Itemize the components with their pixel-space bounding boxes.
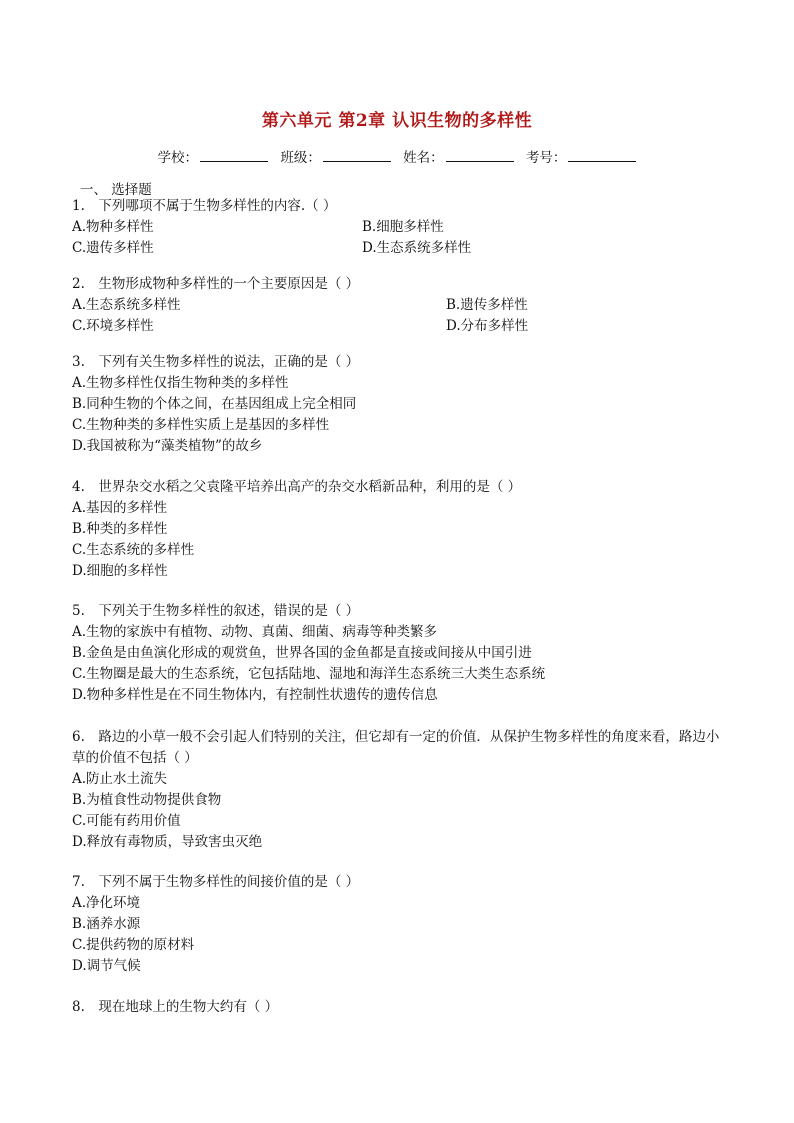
option-a[interactable]: A.生态系统多样性 <box>72 297 181 313</box>
question-stem: 1. 下列哪项不属于生物多样性的内容.（ ） <box>72 198 337 214</box>
option-b[interactable]: B.同种生物的个体之间，在基因组成上完全相同 <box>72 396 357 412</box>
option-b[interactable]: B.细胞多样性 <box>362 219 444 235</box>
name-blank[interactable] <box>446 149 514 162</box>
class-blank[interactable] <box>323 149 391 162</box>
page-title: 第六单元 第2章 认识生物的多样性 <box>261 111 533 131</box>
question-6 <box>72 727 732 853</box>
question-stem: 4. 世界杂交水稻之父袁隆平培养出高产的杂交水稻新品种，利用的是（ ） <box>72 479 522 495</box>
option-b[interactable]: B.涵养水源 <box>72 916 141 932</box>
option-a[interactable]: A.生物多样性仅指生物种类的多样性 <box>72 375 289 391</box>
option-c[interactable]: C.生物圈是最大的生态系统，它包括陆地、湿地和海洋生态系统三大类生态系统 <box>72 666 546 682</box>
question-2 <box>72 274 732 337</box>
question-stem: 8. 现在地球上的生物大约有（ ） <box>72 999 279 1015</box>
option-c[interactable]: C.提供药物的原材料 <box>72 937 195 953</box>
option-c[interactable]: C.生物种类的多样性实质上是基因的多样性 <box>72 417 330 433</box>
option-d[interactable]: D.分布多样性 <box>446 318 529 334</box>
option-d[interactable]: D.释放有毒物质，导致害虫灭绝 <box>72 834 263 850</box>
question-1 <box>72 196 732 259</box>
option-c[interactable]: C.环境多样性 <box>72 318 154 334</box>
option-d[interactable]: D.调节气候 <box>72 958 141 974</box>
option-a[interactable]: A.物种多样性 <box>72 219 154 235</box>
question-8 <box>72 997 732 1018</box>
option-b[interactable]: B.金鱼是由鱼演化形成的观赏鱼，世界各国的金鱼都是直接或间接从中国引进 <box>72 645 532 661</box>
question-stem: 7. 下列不属于生物多样性的间接价值的是（ ） <box>72 874 360 890</box>
question-4 <box>72 477 732 582</box>
option-a[interactable]: A.基因的多样性 <box>72 500 168 516</box>
option-d[interactable]: D.生态系统多样性 <box>362 240 472 256</box>
question-stem: 5. 下列关于生物多样性的叙述，错误的是（ ） <box>72 603 360 619</box>
option-c[interactable]: C.可能有药用价值 <box>72 813 181 829</box>
question-3 <box>72 352 732 457</box>
option-d[interactable]: D.我国被称为“藻类植物”的故乡 <box>72 438 263 454</box>
option-b[interactable]: B.种类的多样性 <box>72 521 168 537</box>
question-7 <box>72 872 732 977</box>
option-a[interactable]: A.防止水土流失 <box>72 771 168 787</box>
exam-number-blank[interactable] <box>568 149 636 162</box>
question-5 <box>72 601 732 706</box>
option-a[interactable]: A.生物的家族中有植物、动物、真菌、细菌、病毒等种类繁多 <box>72 624 438 640</box>
option-b[interactable]: B.为植食性动物提供食物 <box>72 792 222 808</box>
name-field[interactable]: 姓名： <box>403 146 514 166</box>
option-b[interactable]: B.遗传多样性 <box>446 297 528 313</box>
school-field[interactable]: 学校： <box>158 146 269 166</box>
option-c[interactable]: C.生态系统的多样性 <box>72 542 195 558</box>
question-stem: 2. 生物形成物种多样性的一个主要原因是（ ） <box>72 276 360 292</box>
option-c[interactable]: C.遗传多样性 <box>72 240 154 256</box>
option-d[interactable]: D.物种多样性是在不同生物体内，有控制性状遗传的遗传信息 <box>72 687 438 703</box>
question-stem: 6. 路边的小草一般不会引起人们特别的关注，但它却有一定的价值．从保护生物多样性的角度来看，路边小草的价值不包括（ ） <box>72 729 720 766</box>
class-field[interactable]: 班级： <box>280 146 391 166</box>
question-stem: 3. 下列有关生物多样性的说法，正确的是（ ） <box>72 354 360 370</box>
student-info-line <box>0 146 794 166</box>
option-a[interactable]: A.净化环境 <box>72 895 141 911</box>
section-heading: 一、 选择题 <box>80 182 152 198</box>
exam-number-field[interactable]: 考号： <box>526 146 637 166</box>
option-d[interactable]: D.细胞的多样性 <box>72 563 168 579</box>
school-blank[interactable] <box>200 149 268 162</box>
